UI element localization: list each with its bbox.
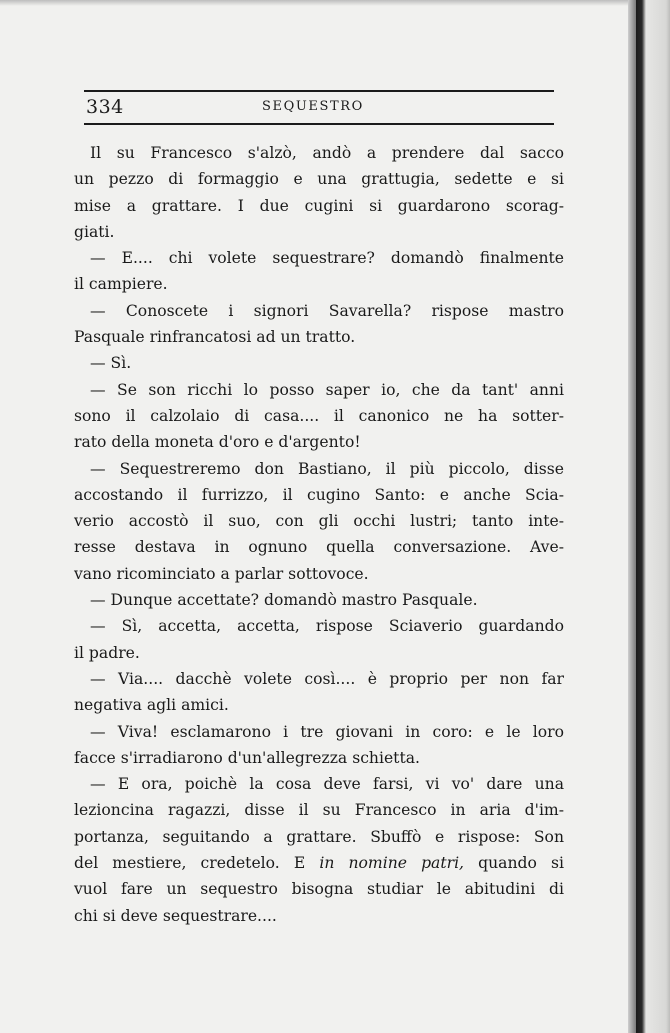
text-line: — Conoscete i signori Savarella? rispose mastro: [90, 301, 564, 320]
text-segment: quando si: [478, 854, 564, 873]
text-line: chi si deve sequestrare....: [74, 906, 277, 925]
text-line: — Viva! esclamarono i tre giovani in coro: e le loro: [90, 722, 564, 741]
text-line: il campiere.: [74, 275, 168, 294]
text-line: giati.: [74, 222, 115, 241]
text-line: portanza, seguitando a grattare. Sbuffò e rispose: Son: [74, 827, 564, 846]
text-line: facce s'irradiarono d'un'allegrezza schietta.: [74, 748, 420, 767]
italic-phrase: in nomine patri,: [319, 854, 465, 873]
page-gutter-shadow: [628, 0, 636, 1033]
running-title: SEQUESTRO: [262, 99, 364, 114]
text-line: lezioncina ragazzi, disse il su Francesco in aria d'im-: [74, 801, 564, 820]
header-rule-bottom: [84, 123, 554, 125]
text-line: — E.... chi volete sequestrare? domandò finalmente: [90, 249, 564, 268]
text-line: resse destava in ognuno quella conversazione. Ave-: [74, 538, 564, 557]
body-text: [74, 140, 564, 929]
text-line: — Se son ricchi lo posso saper io, che da tant' anni: [90, 380, 564, 399]
text-line: negativa agli amici.: [74, 696, 229, 715]
text-line: Il su Francesco s'alzò, andò a prendere dal sacco: [90, 144, 564, 162]
text-line: verio accostò il suo, con gli occhi lustri; tanto inte-: [74, 512, 564, 531]
text-line: — Sequestreremo don Bastiano, il più piccolo, disse: [90, 459, 564, 478]
page-number: 334: [86, 96, 124, 118]
text-line: il padre.: [74, 643, 140, 662]
text-line-mixed: [74, 850, 564, 876]
text-segment: del mestiere, credetelo. E: [74, 854, 306, 873]
text-line: — E ora, poichè la cosa deve farsi, vi vo' dare una: [90, 775, 564, 794]
text-line: vano ricominciato a parlar sottovoce.: [74, 564, 369, 583]
text-line: un pezzo di formaggio e una grattugia, sedette e si: [74, 170, 564, 189]
page-edge: [636, 0, 670, 1033]
text-line: — Sì.: [90, 354, 132, 373]
text-line: Pasquale rinfrancatosi ad un tratto.: [74, 328, 356, 347]
text-line: vuol fare un sequestro bisogna studiar le abitudini di: [74, 880, 564, 899]
text-line: accostando il furrizzo, il cugino Santo: e anche Scia-: [74, 485, 564, 504]
text-line: rato della moneta d'oro e d'argento!: [74, 433, 361, 452]
text-line: — Dunque accettate? domandò mastro Pasquale.: [90, 591, 478, 610]
text-line: mise a grattare. I due cugini si guardarono scorag-: [74, 196, 564, 215]
text-line: sono il calzolaio di casa.... il canonico ne ha sotter-: [74, 406, 564, 425]
page-header: [84, 88, 554, 128]
text-line: — Sì, accetta, accetta, rispose Sciaverio guardando: [90, 617, 564, 636]
text-line: — Via.... dacchè volete così.... è proprio per non far: [90, 669, 564, 688]
header-rule-top: [84, 90, 554, 92]
page-top-shadow: [0, 0, 636, 6]
